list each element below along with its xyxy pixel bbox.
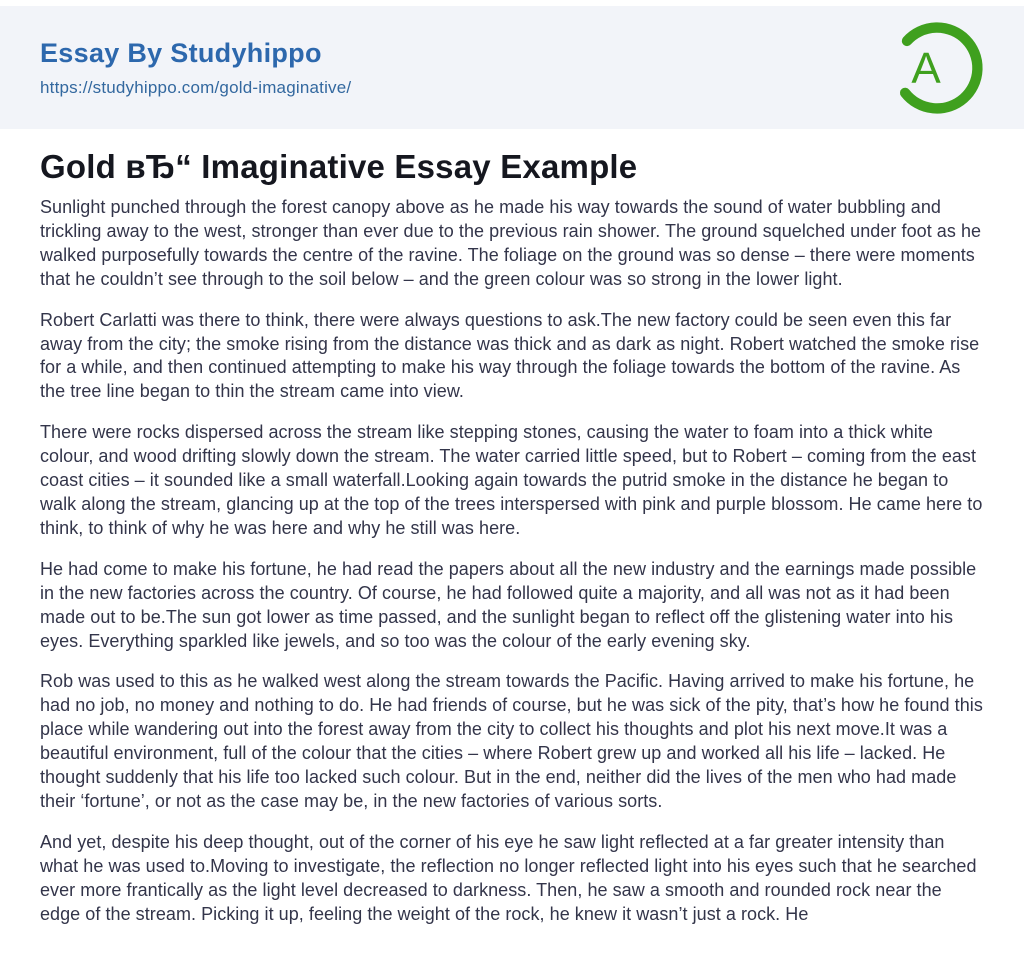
logo-letter: A <box>911 43 941 93</box>
essay-paragraph: And yet, despite his deep thought, out of the corner of his eye he saw light reflected at a far greater intensity than what he was used to.Moving to investigate, the reflection no longer reflected light into his eyes such that he searched ever more frantically as the light level decreased to darkness. Then, he saw a smooth and rounded rock near the edge of the stream. Picking it up, feeling the weight of the rock, he knew it wasn’t just a rock. He <box>40 831 977 924</box>
essay-paragraph: Robert Carlatti was there to think, there were always questions to ask.The new factory could be seen even this far away from the city; the smoke rising from the distance was thick and as dark as night. Robert watched the smoke rise for a while, and then continued attempting to make his way through the foliage towards the bottom of the ravine. As the tree line began to thin the stream came into view. <box>40 309 980 402</box>
essay-paragraph: Sunlight punched through the forest canopy above as he made his way towards the sound of water bubbling and trickling away to the west, stronger than ever due to the previous rain shower. The ground squelched under foot as he walked purposefully towards the centre of the ravine. The foliage on the ground was so dense – there were moments that he couldn’t see through to the soil below – and the green colour was so strong in the lower light. <box>40 197 982 289</box>
page-root <box>0 6 1024 926</box>
site-header <box>0 6 1024 129</box>
essay-paragraph: Rob was used to this as he walked west along the stream towards the Pacific. Having arrived to make his fortune, he had no job, no money and nothing to do. He had friends of course, but he was sick of the pity, that’s how he found this place while wandering out into the forest away from the city to collect his thoughts and plot his next move.It was a beautiful environment, full of the colour that the cities – where Robert grew up and worked all his life – lacked. He thought suddenly that his life too lacked such colour. But in the end, neither did the lives of the men who had made their ‘fortune’, or not as the case may be, in the new factories of various sorts. <box>40 671 983 811</box>
site-header-text <box>40 38 351 98</box>
essay-paragraph: He had come to make his fortune, he had read the papers about all the new industry and the earnings made possible in the new factories across the country. Of course, he had followed quite a majority, and all was not as it had been made out to be.The sun got lower as time passed, and the sunlight began to reflect off the glistening water into his eyes. Everything sparkled like jewels, and so too was the colour of the early evening sky. <box>40 558 977 651</box>
essay-title: Gold вЂ“ Imaginative Essay Example <box>40 148 638 185</box>
essay-paragraph: There were rocks dispersed across the stream like stepping stones, causing the water to foam into a thick white colour, and wood drifting slowly down the stream. The water carried little speed, but to Robert – coming from the east coast cities – it sounded like a small waterfall.Looking again towards the putrid smoke in the distance he began to walk along the stream, glancing up at the top of the trees interspersed with pink and purple blossom. He came here to think, to think of why he was here and why he still was here. <box>40 422 983 538</box>
essay-article <box>0 129 1024 926</box>
site-title: Essay By Studyhippo <box>40 37 322 68</box>
essay-paragraphs <box>40 196 984 926</box>
site-url-link[interactable]: https://studyhippo.com/gold-imaginative/ <box>40 77 352 97</box>
studyhippo-logo <box>890 21 984 115</box>
